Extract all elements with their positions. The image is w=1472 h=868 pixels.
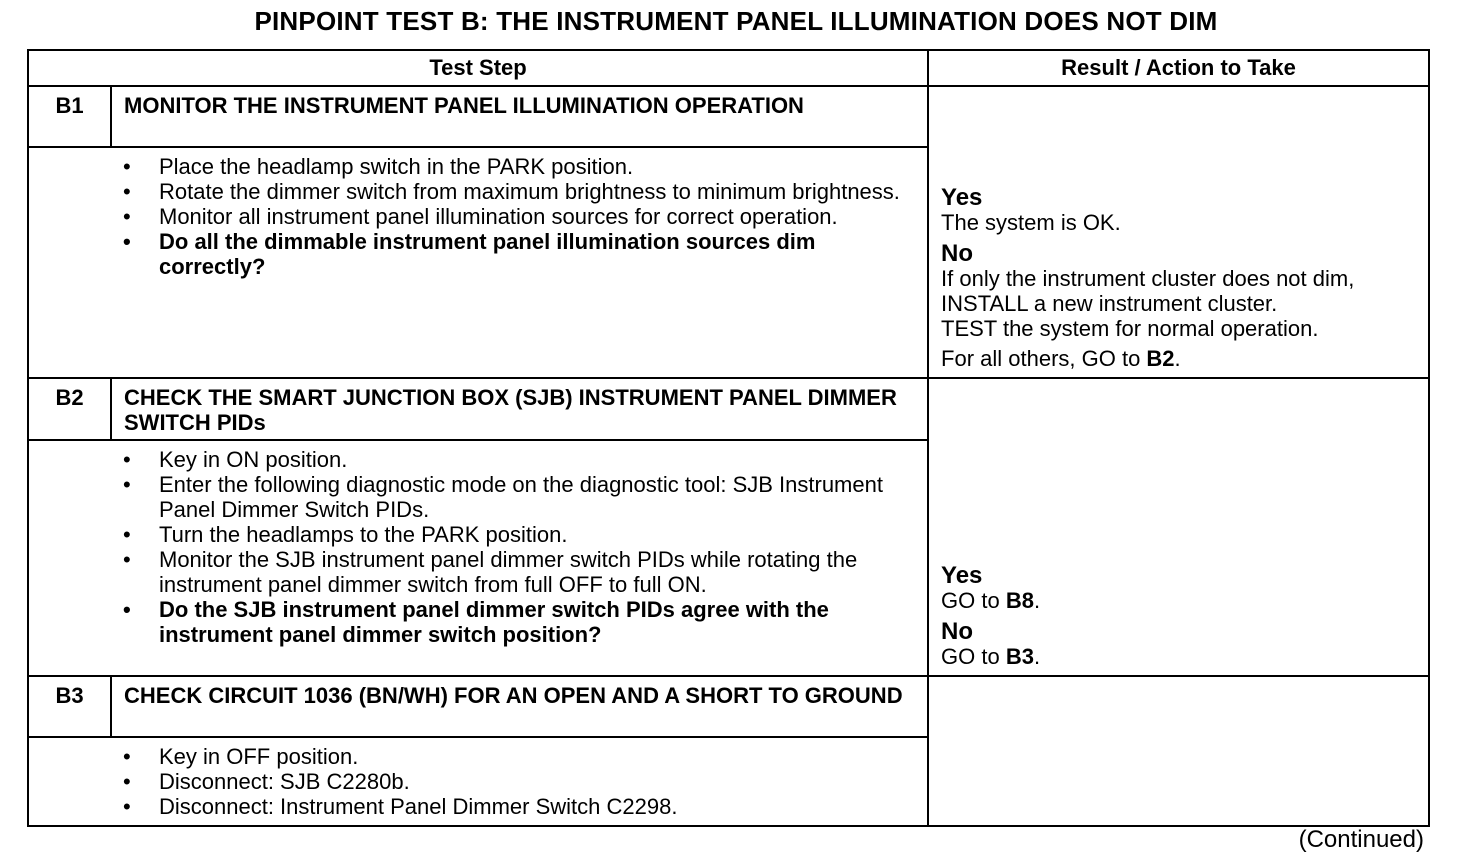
- page-title: PINPOINT TEST B: THE INSTRUMENT PANEL ILLUMINATION DOES NOT DIM: [254, 6, 1218, 36]
- list-item: • Turn the headlamps to the PARK position.: [123, 522, 919, 547]
- b1-no-label: No: [941, 240, 974, 267]
- step-b3-heading: CHECK CIRCUIT 1036 (BN/WH) FOR AN OPEN AND A SHORT TO GROUND: [111, 676, 928, 737]
- step-b2-bullet-list: [123, 447, 919, 647]
- step-b3-result: [928, 676, 1429, 826]
- step-b3-heading-row: [28, 676, 1429, 737]
- step-b1-spacer: [28, 147, 111, 378]
- header-result-action: Result / Action to Take: [928, 50, 1429, 86]
- step-b2-body: [111, 440, 928, 676]
- list-item: • Disconnect: Instrument Panel Dimmer Switch C2298.: [123, 794, 919, 819]
- step-b3-spacer: [28, 737, 111, 826]
- b2-no-label: No: [941, 618, 974, 645]
- step-id-b1: B1: [28, 86, 111, 147]
- pinpoint-test-table: [27, 49, 1430, 827]
- list-item: • Enter the following diagnostic mode on the diagnostic tool: SJB Instrument Panel Dimmer Switch PIDs.: [123, 472, 919, 522]
- table-header-row: [28, 50, 1429, 86]
- step-b1-heading: MONITOR THE INSTRUMENT PANEL ILLUMINATION OPERATION: [111, 86, 928, 147]
- b2-no-line: [941, 644, 1424, 669]
- b2-yes-prefix: GO to: [941, 588, 1006, 613]
- b2-yes-line: [941, 588, 1424, 613]
- b1-no-line3-prefix: For all others, GO to: [941, 346, 1147, 371]
- header-test-step: Test Step: [28, 50, 928, 86]
- list-item: • Place the headlamp switch in the PARK position.: [123, 154, 919, 179]
- b2-no-suffix: .: [1033, 644, 1041, 669]
- step-b2-heading: CHECK THE SMART JUNCTION BOX (SJB) INSTRUMENT PANEL DIMMER SWITCH PIDs: [111, 378, 928, 440]
- list-item: • Monitor all instrument panel illumination sources for correct operation.: [123, 204, 919, 229]
- step-b1-result: [928, 86, 1429, 378]
- step-b1-question: • Do all the dimmable instrument panel illumination sources dim correctly?: [123, 229, 919, 279]
- b2-yes-suffix: .: [1033, 588, 1041, 613]
- b1-no-line2: TEST the system for normal operation.: [941, 316, 1319, 341]
- list-item: • Monitor the SJB instrument panel dimmer switch PIDs while rotating the instrument panel dimmer switch from full OFF to full ON.: [123, 547, 919, 597]
- step-b3-body: [111, 737, 928, 826]
- list-item: • Key in OFF position.: [123, 744, 919, 769]
- step-b2-question: • Do the SJB instrument panel dimmer switch PIDs agree with the instrument panel dimmer switch position?: [123, 597, 919, 647]
- b1-no-line1: If only the instrument cluster does not dim, INSTALL a new instrument cluster.: [941, 266, 1355, 316]
- step-b1-bullet-list: [123, 154, 919, 279]
- list-item: • Rotate the dimmer switch from maximum brightness to minimum brightness.: [123, 179, 919, 204]
- b1-no-line3-suffix: .: [1174, 346, 1181, 371]
- step-b2-result: [928, 378, 1429, 676]
- b2-yes-label: Yes: [941, 562, 983, 589]
- b1-no-line3: [941, 346, 1424, 371]
- b2-ref-b3: B3: [1005, 644, 1034, 669]
- b1-yes-text: The system is OK.: [941, 210, 1121, 235]
- step-id-b2: B2: [28, 378, 111, 440]
- b2-ref-b8: B8: [1005, 588, 1034, 613]
- b2-no-prefix: GO to: [941, 644, 1006, 669]
- step-b1-body: [111, 147, 928, 378]
- step-b3-bullet-list: [123, 744, 919, 819]
- continued-note: (Continued): [1298, 826, 1424, 853]
- step-b2-heading-row: [28, 378, 1429, 440]
- list-item: • Key in ON position.: [123, 447, 919, 472]
- b1-ref-b2: B2: [1146, 346, 1175, 371]
- b1-yes-label: Yes: [941, 184, 983, 211]
- step-id-b3: B3: [28, 676, 111, 737]
- list-item: • Disconnect: SJB C2280b.: [123, 769, 919, 794]
- step-b2-spacer: [28, 440, 111, 676]
- step-b1-heading-row: [28, 86, 1429, 147]
